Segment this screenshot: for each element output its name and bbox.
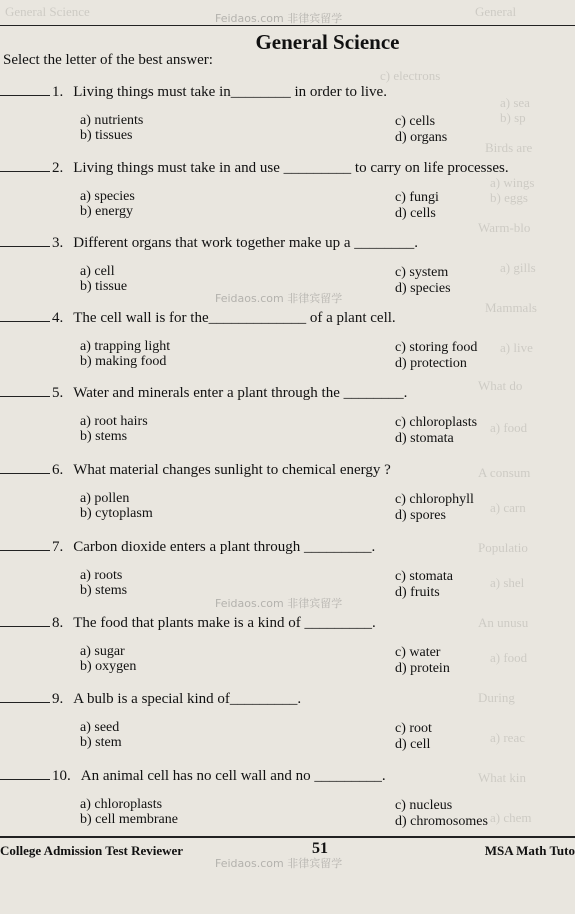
choice-d: d) organs [395,130,448,145]
instructions: Select the letter of the best answer: [3,52,213,68]
answer-blank[interactable] [0,613,50,627]
watermark: Feidaos.com 非律宾留学 [215,292,343,305]
question-text: The cell wall is for the_____________ of a plant cell. [73,310,396,326]
choice-b: b) oxygen [80,659,137,674]
header-rule [0,25,575,26]
choice-d: d) protection [395,356,467,371]
footer-rule [0,836,575,838]
choice-a: a) cell [80,264,115,279]
answer-blank[interactable] [0,158,50,172]
choice-b: b) cell membrane [80,812,178,827]
choice-d: d) cell [395,737,431,752]
choice-d: d) fruits [395,585,440,600]
worksheet-page: General Science General c) electrons a) sea b) sp Birds are a) wings b) eggs Warm-blo a) gills Mammals a) live What do a) food A consum a) carn Populatio a) shel An unusu a) food During a) reac What kin a) chem Feidaos.com 非律宾留学 Feidaos.com 非律宾留学 Feidaos.com 非律宾留学 Feidaos.com 非律宾留学 General Science Select the letter of the best answer: 1. Living things must take in________ in order to live. a) nutrients b) tissues c) cells d) organs 2. Living things must take in and use _________ to carry on life processes. a) species b) energy c) fungi d) cells 3. Different organs that work together make up a ________. a) cell b) tissue c) system d) species 4. The cell wall is for the_____________ of a plant cell. a) trapping light b) making food c) storing food d) protection 5. Water and minerals enter a plant through the ________. a) root hairs b) stems c) chloroplasts d) stomata 6. What material changes sunlight to chemical energy ? a) pollen b) cytoplasm c) chlorophyll d) spores 7. Carbon dioxide enters a plant through _________. a) roots b) stems c) stomata d) fruits 8. The food that plants make is a kind of _________. a) sugar b) oxygen c) water d) protein 9. A bulb is a special kind of_________. a) seed b) stem c) root d) cell 10. An animal cell has no cell wall and no _________. a) chloroplasts b) cell membrane c) nucleus d) chromosomes College Admission Test Reviewer 51 MSA Math Tuto [0,4,575,870]
answer-blank[interactable] [0,383,50,397]
question-text: What material changes sunlight to chemical energy ? [73,462,391,478]
choice-c: c) storing food [395,340,478,355]
choice-a: a) chloroplasts [80,797,163,812]
choice-d: d) spores [395,508,446,523]
choice-c: c) cells [395,114,436,129]
choice-d: d) protein [395,661,450,676]
choice-c: c) fungi [395,190,439,205]
question-number: 3. [52,235,64,251]
choice-c: c) system [395,265,449,280]
question-number: 8. [52,615,64,631]
answer-blank[interactable] [0,460,50,474]
footer-book-title: College Admission Test Reviewer [0,843,184,858]
question-stem [0,689,301,708]
question-number: 1. [52,84,64,100]
choice-b: b) tissues [80,128,133,143]
question-stem [0,537,375,556]
answer-blank[interactable] [0,537,50,551]
answer-blank[interactable] [0,82,50,96]
question-text: A bulb is a special kind of_________. [73,691,302,707]
question-number: 5. [52,385,64,401]
choice-b: b) stems [80,583,128,598]
question-text: The food that plants make is a kind of _________. [73,615,376,631]
question-number: 10. [52,768,71,784]
choice-b: b) making food [80,354,167,369]
question-text: Different organs that work together make up a ________. [73,235,419,251]
question-number: 2. [52,160,64,176]
question-stem [0,233,418,252]
choice-c: c) stomata [395,569,453,584]
choice-a: a) sugar [80,644,125,659]
answer-blank[interactable] [0,308,50,322]
question-number: 6. [52,462,64,478]
choice-c: c) chloroplasts [395,415,478,430]
question-number: 7. [52,539,64,555]
question-stem [0,82,387,101]
watermark: Feidaos.com 非律宾留学 [215,597,343,610]
choice-a: a) species [80,189,135,204]
question-text: Carbon dioxide enters a plant through _________. [73,539,376,555]
choice-b: b) tissue [80,279,128,294]
choice-a: a) trapping light [80,339,171,354]
question-stem [0,766,386,785]
question-text: Living things must take in________ in order to live. [73,84,387,100]
choice-a: a) nutrients [80,113,144,128]
choice-c: c) nucleus [395,798,453,813]
choice-b: b) cytoplasm [80,506,153,521]
choice-d: d) species [395,281,451,296]
answer-blank[interactable] [0,766,50,780]
question-number: 9. [52,691,64,707]
question-stem [0,613,376,632]
answer-blank[interactable] [0,689,50,703]
choice-d: d) cells [395,206,436,221]
choice-a: a) seed [80,720,120,735]
page-number: 51 [312,840,328,857]
page-title: General Science [255,30,400,54]
choice-a: a) roots [80,568,123,583]
choice-a: a) pollen [80,491,130,506]
choice-c: c) water [395,645,441,660]
choice-a: a) root hairs [80,414,148,429]
watermark: Feidaos.com 非律宾留学 [215,12,343,25]
watermark: Feidaos.com 非律宾留学 [215,857,343,870]
question-number: 4. [52,310,64,326]
choice-c: c) root [395,721,432,736]
question-stem [0,383,407,402]
question-stem [0,158,509,177]
choice-c: c) chlorophyll [395,492,474,507]
question-text: Living things must take in and use _________ to carry on life processes. [73,160,509,176]
question-stem [0,308,396,327]
choice-d: d) chromosomes [395,814,488,829]
question-stem [0,460,391,479]
choice-b: b) stems [80,429,128,444]
answer-blank[interactable] [0,233,50,247]
question-text: An animal cell has no cell wall and no _________. [80,768,386,784]
footer-publisher: MSA Math Tuto [484,843,575,858]
choice-b: b) stem [80,735,122,750]
choice-b: b) energy [80,204,133,219]
choice-d: d) stomata [395,431,454,446]
question-text: Water and minerals enter a plant through the ________. [73,385,408,401]
